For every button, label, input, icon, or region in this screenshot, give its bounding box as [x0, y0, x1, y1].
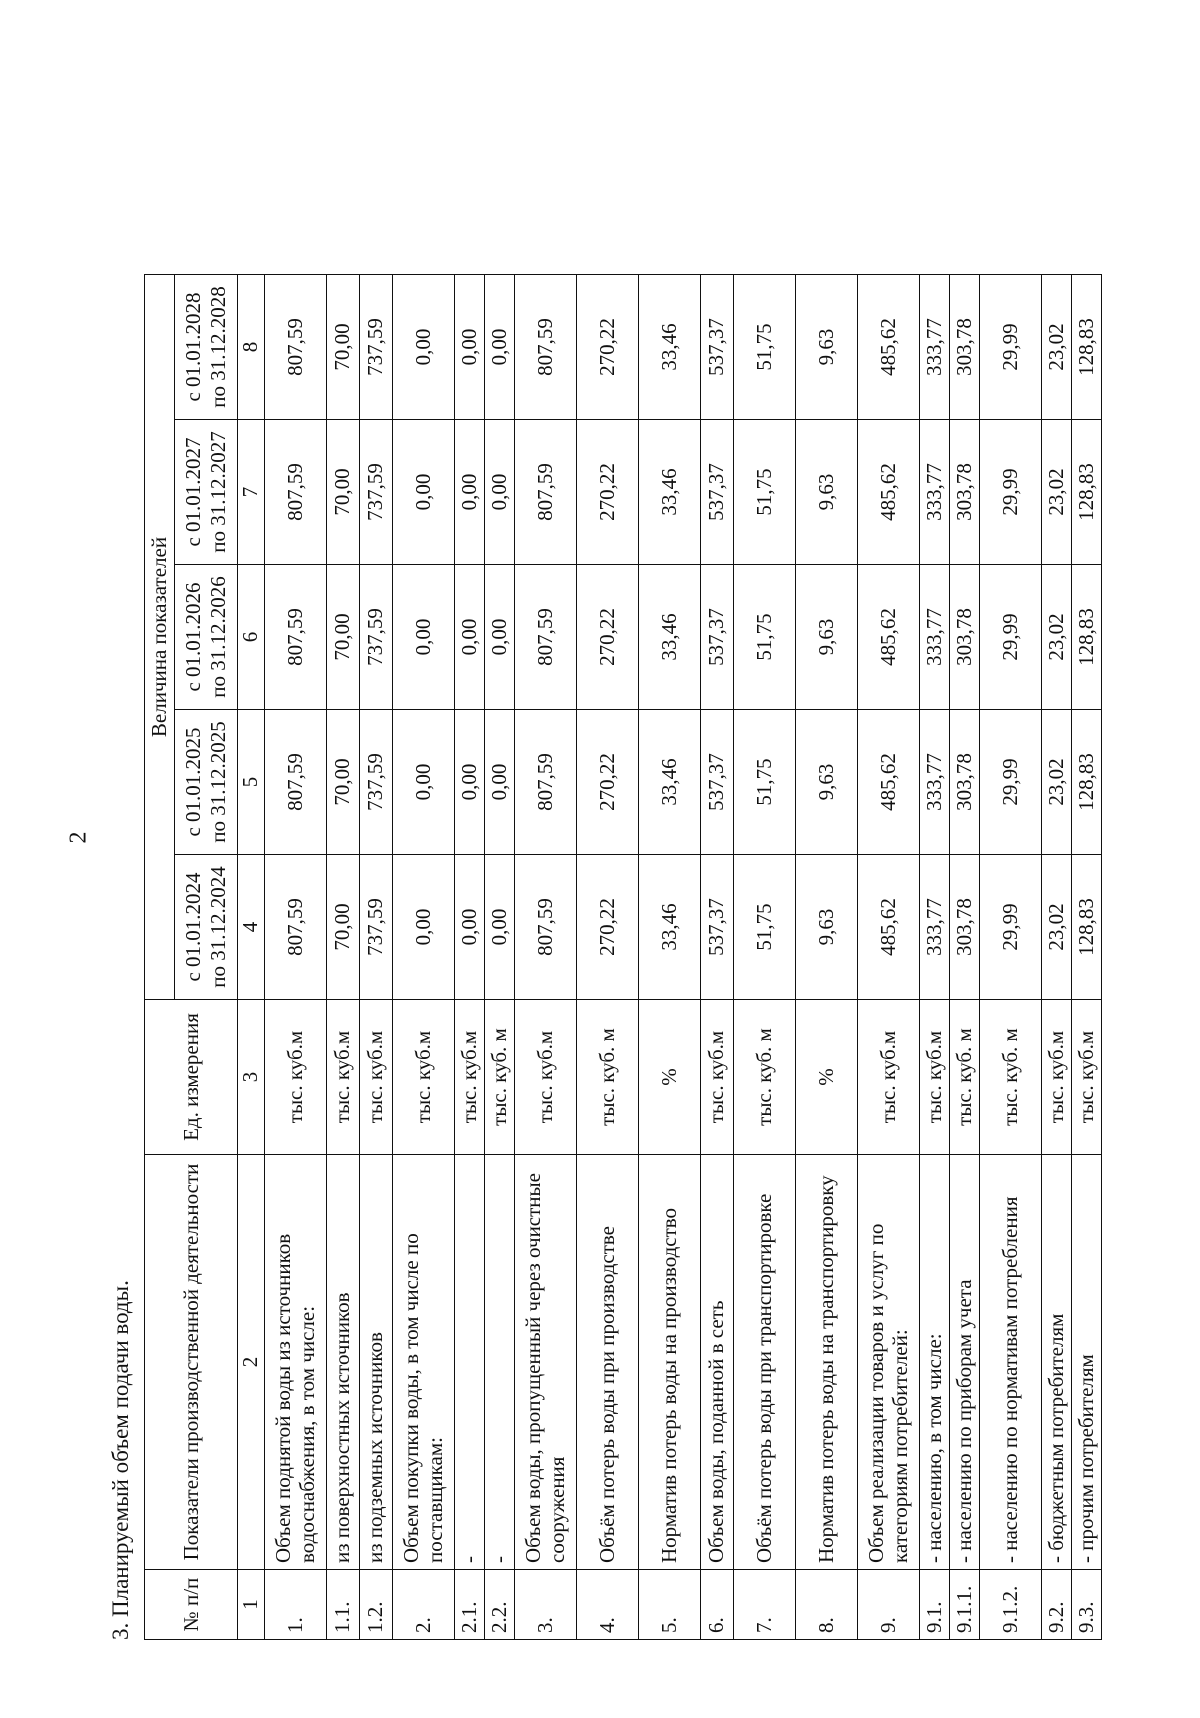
row-value: 29,99 [979, 710, 1041, 855]
row-indicator: - населению по приборам учета [949, 1155, 979, 1570]
row-value: 70,00 [326, 275, 359, 420]
row-value: 0,00 [392, 855, 454, 1000]
row-value: 537,37 [700, 565, 733, 710]
table-row [919, 275, 949, 1640]
row-indicator: из подземных источников [359, 1155, 392, 1570]
row-unit: тыс. куб.м [857, 1000, 919, 1155]
rotated-sheet [100, 0, 1100, 1640]
header-indicator: Показатели производственной деятельности [145, 1155, 238, 1570]
table-row [326, 275, 359, 1640]
row-value: 9,63 [795, 420, 857, 565]
table-row [1071, 275, 1101, 1640]
column-number: 5 [237, 710, 264, 855]
row-value: 303,78 [949, 855, 979, 1000]
row-value: 485,62 [857, 565, 919, 710]
header-period: с 01.01.2028 по 31.12.2028 [174, 275, 237, 420]
row-value: 537,37 [700, 420, 733, 565]
column-number: 4 [237, 855, 264, 1000]
column-number: 3 [237, 1000, 264, 1155]
row-value: 303,78 [949, 420, 979, 565]
row-value: 737,59 [359, 710, 392, 855]
row-value: 51,75 [733, 710, 795, 855]
row-value: 9,63 [795, 565, 857, 710]
row-value: 807,59 [264, 710, 326, 855]
row-value: 23,02 [1041, 275, 1071, 420]
row-value: 23,02 [1041, 565, 1071, 710]
row-indicator: - прочим потребителям [1071, 1155, 1101, 1570]
row-indicator: - [454, 1155, 484, 1570]
row-unit: тыс. куб.м [700, 1000, 733, 1155]
table-row [484, 275, 514, 1640]
row-value: 537,37 [700, 275, 733, 420]
row-indicator: из поверхностных источников [326, 1155, 359, 1570]
row-number: 9. [857, 1570, 919, 1640]
row-unit: тыс. куб. м [979, 1000, 1041, 1155]
table-row [1041, 275, 1071, 1640]
row-unit: % [638, 1000, 700, 1155]
water-supply-table [144, 274, 1102, 1640]
row-number: 6. [700, 1570, 733, 1640]
header-period: с 01.01.2025 по 31.12.2025 [174, 710, 237, 855]
row-value: 485,62 [857, 855, 919, 1000]
row-number: 7. [733, 1570, 795, 1640]
row-value: 0,00 [484, 710, 514, 855]
column-number: 6 [237, 565, 264, 710]
row-indicator: Объем реализации товаров и услуг по категориям потребителей: [857, 1155, 919, 1570]
row-number: 2. [392, 1570, 454, 1640]
row-value: 23,02 [1041, 420, 1071, 565]
column-number: 2 [237, 1155, 264, 1570]
row-value: 51,75 [733, 855, 795, 1000]
column-number: 1 [237, 1570, 264, 1640]
row-number: 9.1.2. [979, 1570, 1041, 1640]
row-value: 807,59 [514, 565, 576, 710]
row-value: 270,22 [576, 855, 638, 1000]
row-value: 51,75 [733, 565, 795, 710]
row-value: 807,59 [264, 855, 326, 1000]
page-number: 2 [65, 831, 92, 844]
section-title: 3. Планируемый объем подачи воды. [108, 1280, 133, 1640]
row-value: 23,02 [1041, 855, 1071, 1000]
row-value: 0,00 [484, 275, 514, 420]
header-values-group: Величина показателей [145, 275, 175, 1000]
row-value: 737,59 [359, 855, 392, 1000]
row-value: 807,59 [514, 855, 576, 1000]
row-indicator: - бюджетным потребителям [1041, 1155, 1071, 1570]
row-unit: тыс. куб.м [326, 1000, 359, 1155]
header-period: с 01.01.2024 по 31.12.2024 [174, 855, 237, 1000]
header-num: № п/п [145, 1570, 238, 1640]
row-value: 128,83 [1071, 275, 1101, 420]
row-value: 303,78 [949, 565, 979, 710]
row-value: 333,77 [919, 855, 949, 1000]
column-number: 7 [237, 420, 264, 565]
row-value: 29,99 [979, 420, 1041, 565]
table-row [392, 275, 454, 1640]
row-value: 33,46 [638, 275, 700, 420]
row-value: 9,63 [795, 855, 857, 1000]
table-row [700, 275, 733, 1640]
row-indicator: Норматив потерь воды на производство [638, 1155, 700, 1570]
row-indicator: - населению, в том числе: [919, 1155, 949, 1570]
row-number: 8. [795, 1570, 857, 1640]
row-indicator: Объем воды, пропущенный через очистные сооружения [514, 1155, 576, 1570]
table-body [264, 275, 1101, 1640]
row-value: 0,00 [454, 420, 484, 565]
row-value: 485,62 [857, 710, 919, 855]
row-unit: тыс. куб. м [949, 1000, 979, 1155]
row-value: 29,99 [979, 855, 1041, 1000]
row-number: 3. [514, 1570, 576, 1640]
row-unit: % [795, 1000, 857, 1155]
row-unit: тыс. куб. м [576, 1000, 638, 1155]
row-value: 51,75 [733, 275, 795, 420]
column-number-row [237, 275, 264, 1640]
row-value: 485,62 [857, 420, 919, 565]
table-row [576, 275, 638, 1640]
row-value: 0,00 [392, 420, 454, 565]
row-number: 1.1. [326, 1570, 359, 1640]
row-value: 333,77 [919, 710, 949, 855]
row-value: 485,62 [857, 275, 919, 420]
row-unit: тыс. куб. м [733, 1000, 795, 1155]
row-value: 333,77 [919, 275, 949, 420]
table-row [514, 275, 576, 1640]
row-indicator: Объём потерь воды при транспортировке [733, 1155, 795, 1570]
table-row [795, 275, 857, 1640]
row-value: 0,00 [484, 420, 514, 565]
row-value: 128,83 [1071, 420, 1101, 565]
table-row [733, 275, 795, 1640]
column-number: 8 [237, 275, 264, 420]
row-value: 0,00 [484, 565, 514, 710]
row-number: 4. [576, 1570, 638, 1640]
row-unit: тыс. куб.м [514, 1000, 576, 1155]
row-value: 737,59 [359, 420, 392, 565]
row-value: 537,37 [700, 855, 733, 1000]
row-unit: тыс. куб.м [359, 1000, 392, 1155]
row-number: 5. [638, 1570, 700, 1640]
row-number: 9.1. [919, 1570, 949, 1640]
row-number: 9.2. [1041, 1570, 1071, 1640]
row-unit: тыс. куб.м [1041, 1000, 1071, 1155]
row-value: 807,59 [514, 275, 576, 420]
row-value: 23,02 [1041, 710, 1071, 855]
header-period: с 01.01.2026 по 31.12.2026 [174, 565, 237, 710]
row-unit: тыс. куб. м [484, 1000, 514, 1155]
row-value: 270,22 [576, 710, 638, 855]
row-value: 9,63 [795, 710, 857, 855]
row-number: 2.1. [454, 1570, 484, 1640]
row-indicator: Объем воды, поданной в сеть [700, 1155, 733, 1570]
row-indicator: Объём потерь воды при производстве [576, 1155, 638, 1570]
row-indicator: - населению по нормативам потребления [979, 1155, 1041, 1570]
row-unit: тыс. куб.м [919, 1000, 949, 1155]
row-value: 333,77 [919, 420, 949, 565]
row-number: 2.2. [484, 1570, 514, 1640]
row-value: 537,37 [700, 710, 733, 855]
row-number: 1. [264, 1570, 326, 1640]
row-value: 0,00 [454, 855, 484, 1000]
row-unit: тыс. куб.м [454, 1000, 484, 1155]
row-unit: тыс. куб.м [1071, 1000, 1101, 1155]
row-value: 29,99 [979, 565, 1041, 710]
row-indicator: Норматив потерь воды на транспортировку [795, 1155, 857, 1570]
row-value: 128,83 [1071, 710, 1101, 855]
header-period: с 01.01.2027 по 31.12.2027 [174, 420, 237, 565]
row-indicator: Объем поднятой воды из источников водоснабжения, в том числе: [264, 1155, 326, 1570]
row-value: 33,46 [638, 420, 700, 565]
row-value: 51,75 [733, 420, 795, 565]
row-value: 270,22 [576, 420, 638, 565]
table-row [949, 275, 979, 1640]
header-unit: Ед. измерения [145, 1000, 238, 1155]
row-value: 0,00 [392, 710, 454, 855]
row-value: 128,83 [1071, 565, 1101, 710]
row-number: 9.1.1. [949, 1570, 979, 1640]
row-value: 70,00 [326, 710, 359, 855]
row-value: 270,22 [576, 565, 638, 710]
row-value: 737,59 [359, 275, 392, 420]
row-indicator: - [484, 1155, 514, 1570]
row-value: 70,00 [326, 420, 359, 565]
row-value: 333,77 [919, 565, 949, 710]
row-value: 303,78 [949, 275, 979, 420]
table-row [359, 275, 392, 1640]
row-value: 0,00 [392, 275, 454, 420]
table-row [264, 275, 326, 1640]
table-row [979, 275, 1041, 1640]
row-value: 0,00 [454, 710, 484, 855]
row-value: 807,59 [514, 710, 576, 855]
row-value: 0,00 [484, 855, 514, 1000]
row-value: 33,46 [638, 565, 700, 710]
row-value: 807,59 [264, 565, 326, 710]
row-value: 33,46 [638, 710, 700, 855]
row-value: 807,59 [264, 275, 326, 420]
row-value: 807,59 [514, 420, 576, 565]
row-value: 270,22 [576, 275, 638, 420]
row-number: 9.3. [1071, 1570, 1101, 1640]
row-value: 0,00 [454, 565, 484, 710]
table-row [454, 275, 484, 1640]
row-value: 807,59 [264, 420, 326, 565]
row-value: 29,99 [979, 275, 1041, 420]
row-indicator: Объем покупки воды, в том числе по поставщикам: [392, 1155, 454, 1570]
row-unit: тыс. куб.м [392, 1000, 454, 1155]
row-value: 303,78 [949, 710, 979, 855]
row-value: 9,63 [795, 275, 857, 420]
table-row [857, 275, 919, 1640]
row-value: 70,00 [326, 855, 359, 1000]
row-value: 0,00 [392, 565, 454, 710]
row-value: 737,59 [359, 565, 392, 710]
row-value: 70,00 [326, 565, 359, 710]
row-unit: тыс. куб.м [264, 1000, 326, 1155]
row-number: 1.2. [359, 1570, 392, 1640]
row-value: 128,83 [1071, 855, 1101, 1000]
table-row [638, 275, 700, 1640]
row-value: 33,46 [638, 855, 700, 1000]
row-value: 0,00 [454, 275, 484, 420]
